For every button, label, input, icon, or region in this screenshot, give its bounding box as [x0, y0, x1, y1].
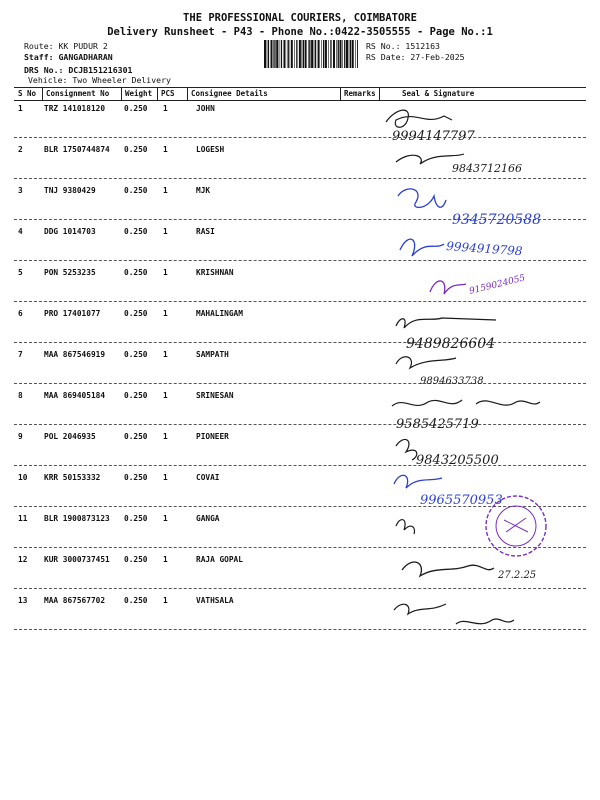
runsheet-subtitle: Delivery Runsheet - P43 - Phone No.:0422-3505555 - Page No.:1 — [107, 26, 493, 38]
col-divider — [42, 87, 43, 100]
barcode-bar — [302, 40, 303, 68]
barcode-bar — [299, 40, 301, 68]
cell-consignee: PIONEER — [196, 432, 229, 441]
cell-weight: 0.250 — [124, 350, 148, 359]
cell-consignment-no: MAA 867546919 — [44, 350, 106, 359]
barcode-bar — [288, 40, 289, 68]
cell-consignee: SRINESAN — [196, 391, 234, 400]
signature-area — [356, 100, 596, 640]
barcode-bar — [315, 40, 316, 68]
cell-weight: 0.250 — [124, 227, 148, 236]
barcode-bar — [344, 40, 345, 68]
signature-scribble — [402, 562, 494, 576]
cell-pcs: 1 — [163, 432, 168, 441]
barcode-bar — [287, 40, 288, 68]
cell-consignment-no: BLR 1750744874 — [44, 145, 110, 154]
handwritten-phone: 9994147797 — [392, 129, 475, 144]
handwritten-date: 27.2.25 — [498, 570, 537, 581]
barcode-bar — [309, 40, 310, 68]
rs-number: RS No.: 1512163 — [366, 41, 440, 51]
signature-scribble — [430, 281, 466, 294]
barcode-bar — [305, 40, 307, 68]
cell-sno: 12 — [18, 555, 28, 564]
cell-weight: 0.250 — [124, 145, 148, 154]
cell-pcs: 1 — [163, 268, 168, 277]
col-header-weight: Weight — [125, 89, 153, 98]
drs-number: DRS No.: DCJB151216301 — [24, 65, 133, 75]
col-divider — [187, 87, 188, 100]
barcode-bar — [264, 40, 266, 68]
col-divider — [340, 87, 341, 100]
cell-consignee: RAJA GOPAL — [196, 555, 243, 564]
signature-scribble — [394, 475, 442, 488]
company-title: THE PROFESSIONAL COURIERS, COIMBATORE — [183, 12, 417, 24]
col-divider — [157, 87, 158, 100]
handwritten-phone: 9894633738 — [420, 376, 484, 387]
cell-consignee: COVAI — [196, 473, 220, 482]
handwritten-phone: 9994919798 — [445, 239, 523, 259]
cell-weight: 0.250 — [124, 186, 148, 195]
cell-pcs: 1 — [163, 309, 168, 318]
cell-consignment-no: DDG 1014703 — [44, 227, 96, 236]
handwritten-phone: 9489826604 — [406, 336, 496, 352]
cell-consignment-no: TRZ 141018120 — [44, 104, 106, 113]
barcode-bar — [314, 40, 315, 68]
handwritten-phone: 9159024055 — [468, 273, 527, 297]
cell-sno: 13 — [18, 596, 28, 605]
cell-weight: 0.250 — [124, 514, 148, 523]
signature-scribble — [396, 318, 496, 328]
barcode-bar — [330, 40, 331, 68]
cell-weight: 0.250 — [124, 104, 148, 113]
barcode-bar — [271, 40, 273, 68]
cell-weight: 0.250 — [124, 596, 148, 605]
route-label: Route: KK PUDUR 2 — [24, 41, 108, 51]
cell-consignment-no: PRO 17401077 — [44, 309, 101, 318]
cell-consignee: JOHN — [196, 104, 215, 113]
cell-weight: 0.250 — [124, 473, 148, 482]
cell-pcs: 1 — [163, 391, 168, 400]
col-header-remarks: Remarks — [344, 89, 376, 98]
cell-consignee: VATHSALA — [196, 596, 234, 605]
cell-sno: 7 — [18, 350, 23, 359]
barcode-bar — [321, 40, 322, 68]
barcode-bar — [318, 40, 320, 68]
signature-scribble — [394, 604, 514, 624]
cell-consignment-no: KUR 3000737451 — [44, 555, 110, 564]
handwritten-phone: 9843712166 — [452, 162, 522, 175]
col-divider — [379, 87, 380, 100]
signature-scribble — [396, 520, 415, 534]
cell-pcs: 1 — [163, 350, 168, 359]
seal-stamp-mark-icon — [504, 518, 528, 532]
barcode-bar — [350, 40, 351, 68]
signature-scribble — [396, 357, 456, 368]
barcode-bar — [273, 40, 274, 68]
barcode-bar — [336, 40, 337, 68]
signature-scribble — [386, 110, 452, 127]
barcode-bar — [284, 40, 286, 68]
cell-pcs: 1 — [163, 596, 168, 605]
barcode-bar — [325, 40, 327, 68]
cell-weight: 0.250 — [124, 268, 148, 277]
cell-pcs: 1 — [163, 473, 168, 482]
barcode-bar — [281, 40, 282, 68]
handwritten-phone: 9345720588 — [452, 212, 542, 228]
cell-pcs: 1 — [163, 227, 168, 236]
cell-sno: 2 — [18, 145, 23, 154]
cell-consignment-no: KRR 50153332 — [44, 473, 101, 482]
barcode-bar — [340, 40, 342, 68]
col-divider — [121, 87, 122, 100]
handwritten-phone: 9965570953 — [420, 493, 503, 508]
cell-sno: 10 — [18, 473, 28, 482]
cell-consignment-no: MAA 869405184 — [44, 391, 106, 400]
cell-consignment-no: MAA 867567702 — [44, 596, 106, 605]
col-header-signature: Seal & Signature — [402, 89, 475, 98]
barcode-bar — [268, 40, 269, 68]
cell-sno: 1 — [18, 104, 23, 113]
barcode-bar — [296, 40, 297, 68]
cell-consignee: MAHALINGAM — [196, 309, 243, 318]
barcode-bar — [355, 40, 356, 68]
barcode-bar — [352, 40, 354, 68]
barcode-bar — [294, 40, 295, 68]
vehicle-label: Vehicle: Two Wheeler Delivery — [28, 75, 171, 85]
cell-sno: 6 — [18, 309, 23, 318]
barcode-bar — [338, 40, 339, 68]
rs-date: RS Date: 27-Feb-2025 — [366, 52, 465, 62]
cell-sno: 3 — [18, 186, 23, 195]
cell-weight: 0.250 — [124, 555, 148, 564]
barcode-bar — [333, 40, 335, 68]
barcode-bar — [349, 40, 350, 68]
cell-consignee: LOGESH — [196, 145, 225, 154]
cell-pcs: 1 — [163, 104, 168, 113]
cell-consignee: GANGA — [196, 514, 220, 523]
col-header-pcs: PCS — [161, 89, 175, 98]
table-top-rule — [14, 87, 586, 88]
barcode-bar — [323, 40, 324, 68]
handwritten-phone: 9843205500 — [416, 453, 499, 468]
barcode-icon — [264, 40, 358, 68]
barcode-bar — [274, 40, 275, 68]
cell-sno: 11 — [18, 514, 28, 523]
cell-pcs: 1 — [163, 145, 168, 154]
signature-scribble — [398, 189, 446, 208]
barcode-bar — [279, 40, 280, 68]
cell-weight: 0.250 — [124, 309, 148, 318]
barcode-bar — [357, 40, 358, 68]
cell-pcs: 1 — [163, 514, 168, 523]
col-header-sno: S No — [18, 89, 37, 98]
signature-scribble — [400, 239, 444, 256]
signature-scribble — [396, 439, 417, 460]
cell-consignee: SAMPATH — [196, 350, 229, 359]
cell-consignment-no: POL 2046935 — [44, 432, 96, 441]
barcode-bar — [276, 40, 278, 68]
barcode-bar — [311, 40, 313, 68]
cell-consignment-no: PON 5253235 — [44, 268, 96, 277]
cell-weight: 0.250 — [124, 391, 148, 400]
barcode-bar — [267, 40, 268, 68]
handwritten-phone: 9585425719 — [396, 417, 479, 432]
cell-weight: 0.250 — [124, 432, 148, 441]
cell-consignment-no: TNJ 9380429 — [44, 186, 96, 195]
barcode-bar — [342, 40, 343, 68]
cell-consignment-no: BLR 1900873123 — [44, 514, 110, 523]
cell-pcs: 1 — [163, 186, 168, 195]
barcode-bar — [328, 40, 329, 68]
barcode-bar — [291, 40, 293, 68]
cell-consignee: KRISHNAN — [196, 268, 234, 277]
col-header-consignee: Consignee Details — [191, 89, 268, 98]
staff-label: Staff: GANGADHARAN — [24, 52, 113, 62]
signature-scribble — [392, 400, 540, 406]
barcode-bar — [308, 40, 309, 68]
cell-sno: 4 — [18, 227, 23, 236]
barcode-bar — [346, 40, 348, 68]
cell-sno: 8 — [18, 391, 23, 400]
cell-consignee: RASI — [196, 227, 215, 236]
cell-pcs: 1 — [163, 555, 168, 564]
cell-sno: 9 — [18, 432, 23, 441]
cell-consignee: MJK — [196, 186, 211, 195]
barcode-bar — [303, 40, 304, 68]
cell-sno: 5 — [18, 268, 23, 277]
col-header-consignment: Consignment No — [46, 89, 110, 98]
